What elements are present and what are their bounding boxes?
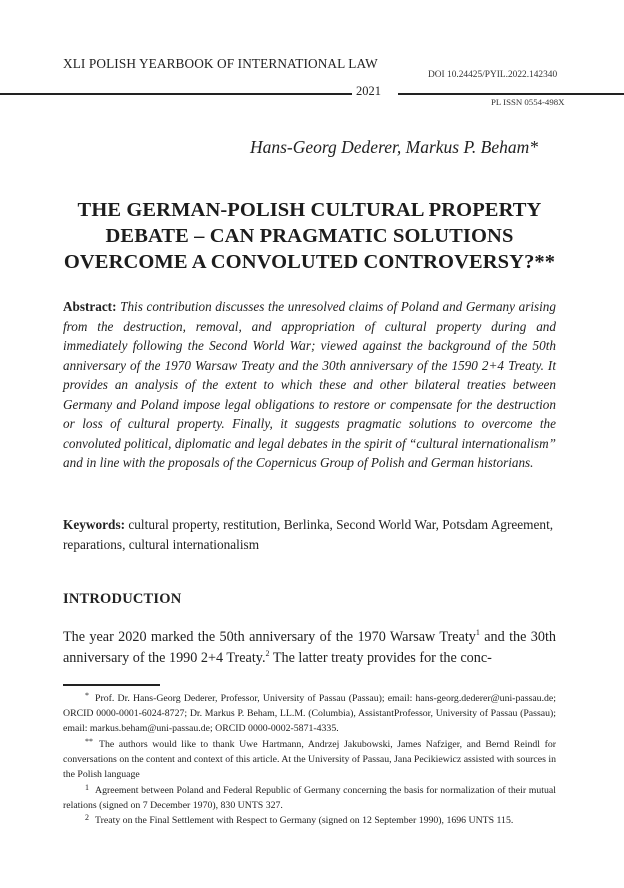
footnote [63,783,556,813]
footnote-ref-1[interactable]: 1 [475,628,480,637]
intro-text-2: and the 30th anniversary of the 1990 2+4 Treaty. [63,629,556,666]
article-title [63,197,556,275]
section-heading: INTRODUCTION [63,591,182,607]
abstract-label: Abstract: [63,299,117,314]
footnote-text: The authors would like to thank Uwe Hartmann, Andrzej Jakubowski, James Nafziger, and Bernd Reindl for conversations on the content and context of this article. At the University of Passau, Jana Pecikiewicz assisted with sources in the Polish language [63,739,556,780]
header-rule-right [398,93,624,95]
authors: Hans-Georg Dederer, Markus P. Beham* [249,137,538,157]
doi: DOI 10.24425/PYIL.2022.142340 [428,70,558,80]
footnote-separator [63,684,160,686]
footnote-text: Treaty on the Final Settlement with Respect to Germany (signed on 12 September 1990), 1696 UNTS 115. [95,815,514,826]
keywords-label: Keywords: [63,517,126,532]
journal-title: XLI POLISH YEARBOOK OF INTERNATIONAL LAW [63,56,378,71]
title-line: DEBATE – CAN PRAGMATIC SOLUTIONS [105,225,514,247]
keywords [63,515,556,555]
keywords-text: cultural property, restitution, Berlinka, Second World War, Potsdam Agreement, reparations, cultural internationalism [63,517,554,552]
footnote-mark: ** [85,737,93,746]
intro-text-3: The latter treaty provides for the conc- [269,650,492,666]
footnote-mark: 1 [85,783,89,792]
title-line: THE GERMAN-POLISH CULTURAL PROPERTY [77,199,542,221]
header-rule-left [0,93,352,95]
footnote [63,737,556,782]
intro-paragraph [63,627,556,669]
year: 2021 [356,84,381,98]
footnote [63,691,556,736]
footnote-mark: * [85,691,89,700]
footnote-ref-2[interactable]: 2 [265,649,270,658]
abstract-text: This contribution discusses the unresolved claims of Poland and Germany arising from the destruction, removal, and appropriation of cultural property during and immediately following the Second World War; viewed against the background of the 50th anniversary of the 1970 Warsaw Treaty and the 30th anniversary of the 1590 2+4 Treaty. It provides an analysis of the extent to which these and other bilateral treaties between Germany and Poland impose legal obligations to restore or compensate for the destruction or loss of cultural property. Finally, it suggests pragmatic solutions to overcome the convoluted political, diplomatic and legal debates in the spirit of “cultural internationalism” and in line with the proposals of the Copernicus Group of Polish and German historians. [63,299,556,470]
abstract [63,297,556,473]
footnote-text: Agreement between Poland and Federal Republic of Germany concerning the basis for normalization of their mutual relations (signed on 7 December 1970), 830 UNTS 327. [63,785,556,811]
footnote-mark: 2 [85,813,89,822]
footnote [63,813,556,828]
intro-text-1: The year 2020 marked the 50th anniversary of the 1970 Warsaw Treaty [63,629,476,645]
footnote-text: Prof. Dr. Hans-Georg Dederer, Professor, University of Passau (Passau); email: hans-georg.dederer@uni-passau.de; ORCID 0000-0001-6024-8727; Dr. Markus P. Beham, LL.M. (Columbia), AssistantProfessor, University of Passau (Passau); email: markus.beham@uni-passau.de; ORCID 0000-0002-5871-4335. [63,693,556,734]
issn: PL ISSN 0554-498X [491,97,565,107]
title-line: OVERCOME A CONVOLUTED CONTROVERSY?** [63,251,556,273]
